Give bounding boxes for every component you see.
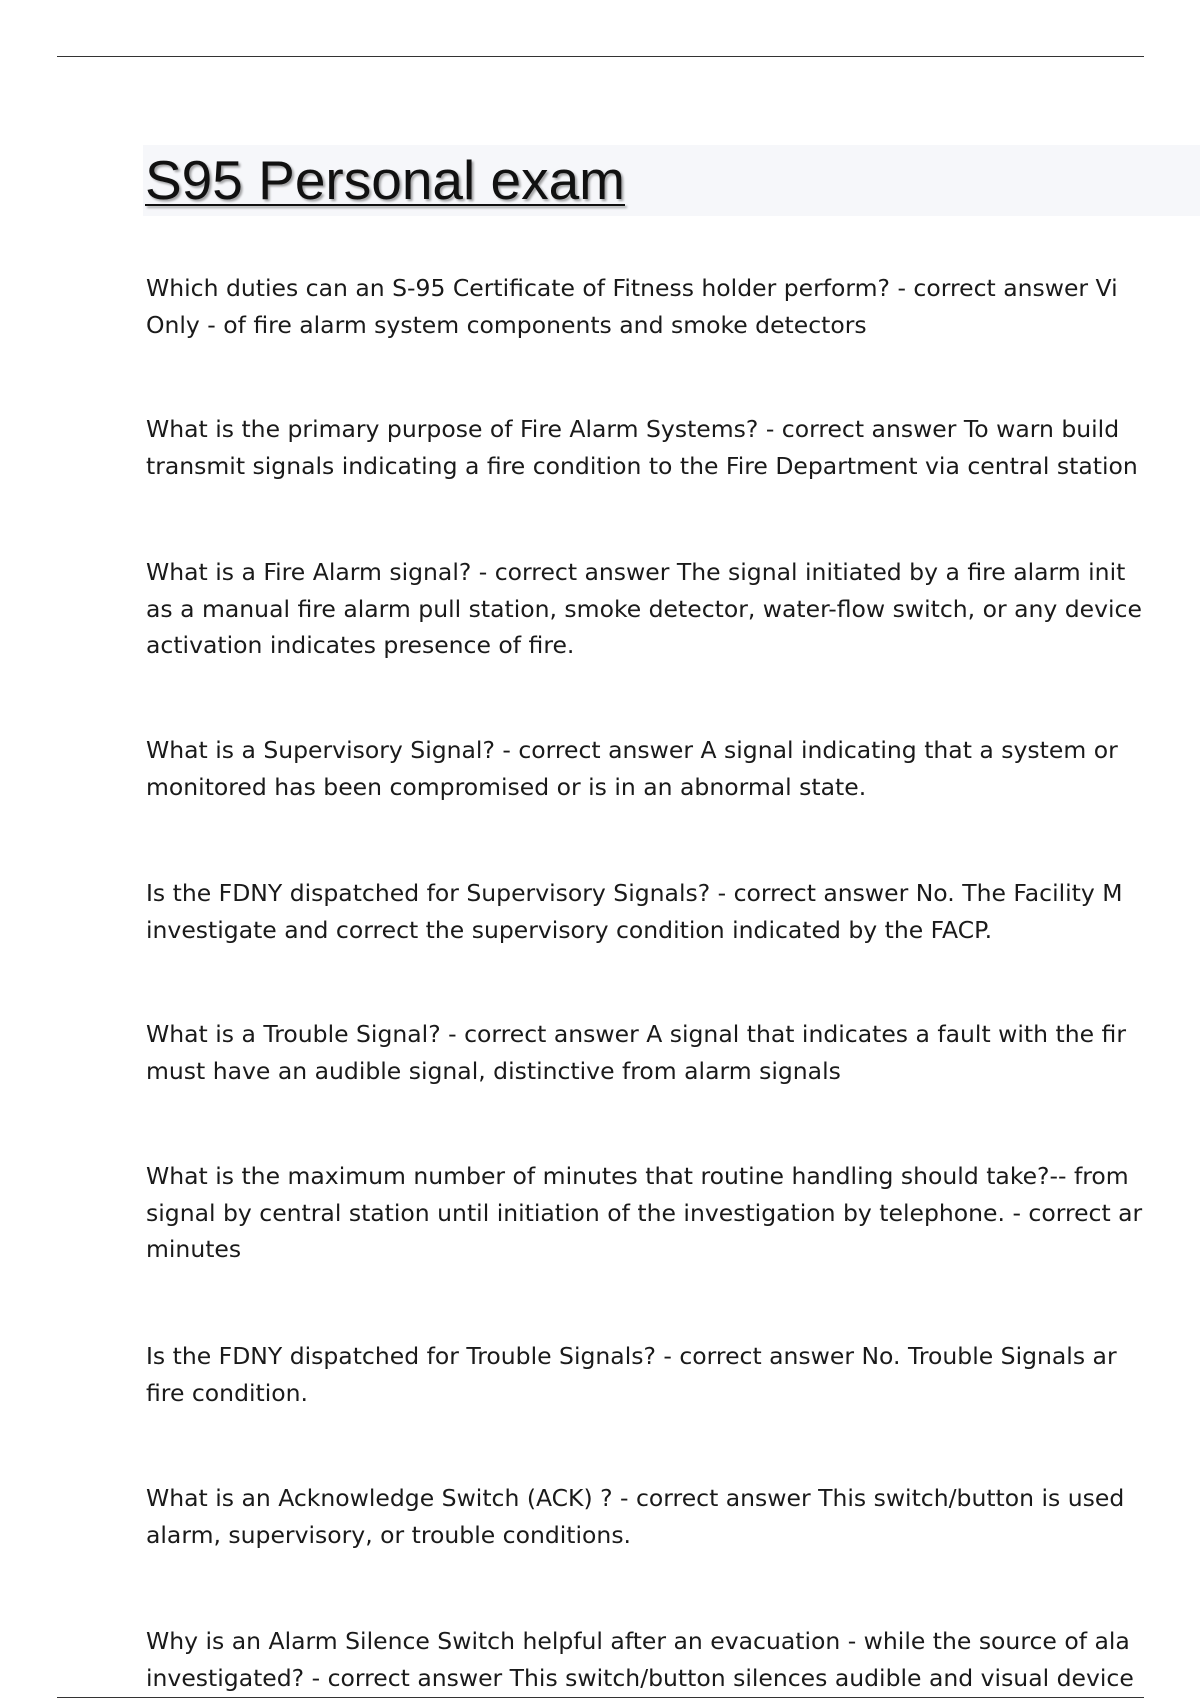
qa-line: Only - of fire alarm system components and smoke detectors xyxy=(146,310,867,339)
qa-line: Is the FDNY dispatched for Trouble Signals? - correct answer No. Trouble Signals ar xyxy=(146,1342,1117,1370)
qa-line: Why is an Alarm Silence Switch helpful after an evacuation - while the source of ala xyxy=(146,1627,1130,1655)
page-title: S95 Personal exam xyxy=(145,149,625,211)
qa-line: signal by central station until initiation of the investigation by telephone. - correct ar xyxy=(146,1198,1143,1227)
qa-item xyxy=(146,554,1142,664)
bottom-rule xyxy=(57,1697,1144,1698)
qa-line: What is a Trouble Signal? - correct answer A signal that indicates a fault with the fir xyxy=(146,1020,1126,1048)
qa-item xyxy=(146,1158,1142,1268)
qa-line: activation indicates presence of fire. xyxy=(146,631,575,659)
qa-item xyxy=(146,270,1118,343)
qa-line: Is the FDNY dispatched for Supervisory Signals? - correct answer No. The Facility M xyxy=(146,879,1123,907)
qa-item xyxy=(146,875,1123,948)
qa-line: What is the maximum number of minutes that routine handling should take?-- from xyxy=(146,1162,1129,1190)
qa-line: alarm, supervisory, or trouble conditions. xyxy=(146,1520,632,1549)
qa-line: What is a Supervisory Signal? - correct answer A signal indicating that a system or xyxy=(146,736,1118,764)
qa-line: minutes xyxy=(146,1235,242,1263)
qa-line: investigated? - correct answer This switch/button silences audible and visual device xyxy=(146,1663,1134,1692)
qa-line: Which duties can an S-95 Certificate of Fitness holder perform? - correct answer Vi xyxy=(146,274,1118,302)
qa-item xyxy=(146,1623,1134,1696)
qa-line: investigate and correct the supervisory condition indicated by the FACP. xyxy=(146,915,993,944)
top-rule xyxy=(57,56,1144,57)
qa-line: What is the primary purpose of Fire Alarm Systems? - correct answer To warn build xyxy=(146,415,1120,443)
qa-line: What is an Acknowledge Switch (ACK) ? - correct answer This switch/button is used xyxy=(146,1484,1125,1512)
qa-line: fire condition. xyxy=(146,1378,308,1407)
qa-item xyxy=(146,1480,1124,1553)
qa-line: as a manual fire alarm pull station, smoke detector, water-flow switch, or any device xyxy=(146,594,1142,623)
qa-item xyxy=(146,1338,1117,1411)
qa-line: What is a Fire Alarm signal? - correct answer The signal initiated by a fire alarm init xyxy=(146,558,1126,586)
qa-item xyxy=(146,1016,1126,1089)
qa-line: transmit signals indicating a fire condition to the Fire Department via central station xyxy=(146,451,1138,480)
qa-item xyxy=(146,411,1138,484)
qa-line: must have an audible signal, distinctive from alarm signals xyxy=(146,1056,841,1085)
qa-line: monitored has been compromised or is in an abnormal state. xyxy=(146,772,867,801)
qa-item xyxy=(146,732,1118,805)
